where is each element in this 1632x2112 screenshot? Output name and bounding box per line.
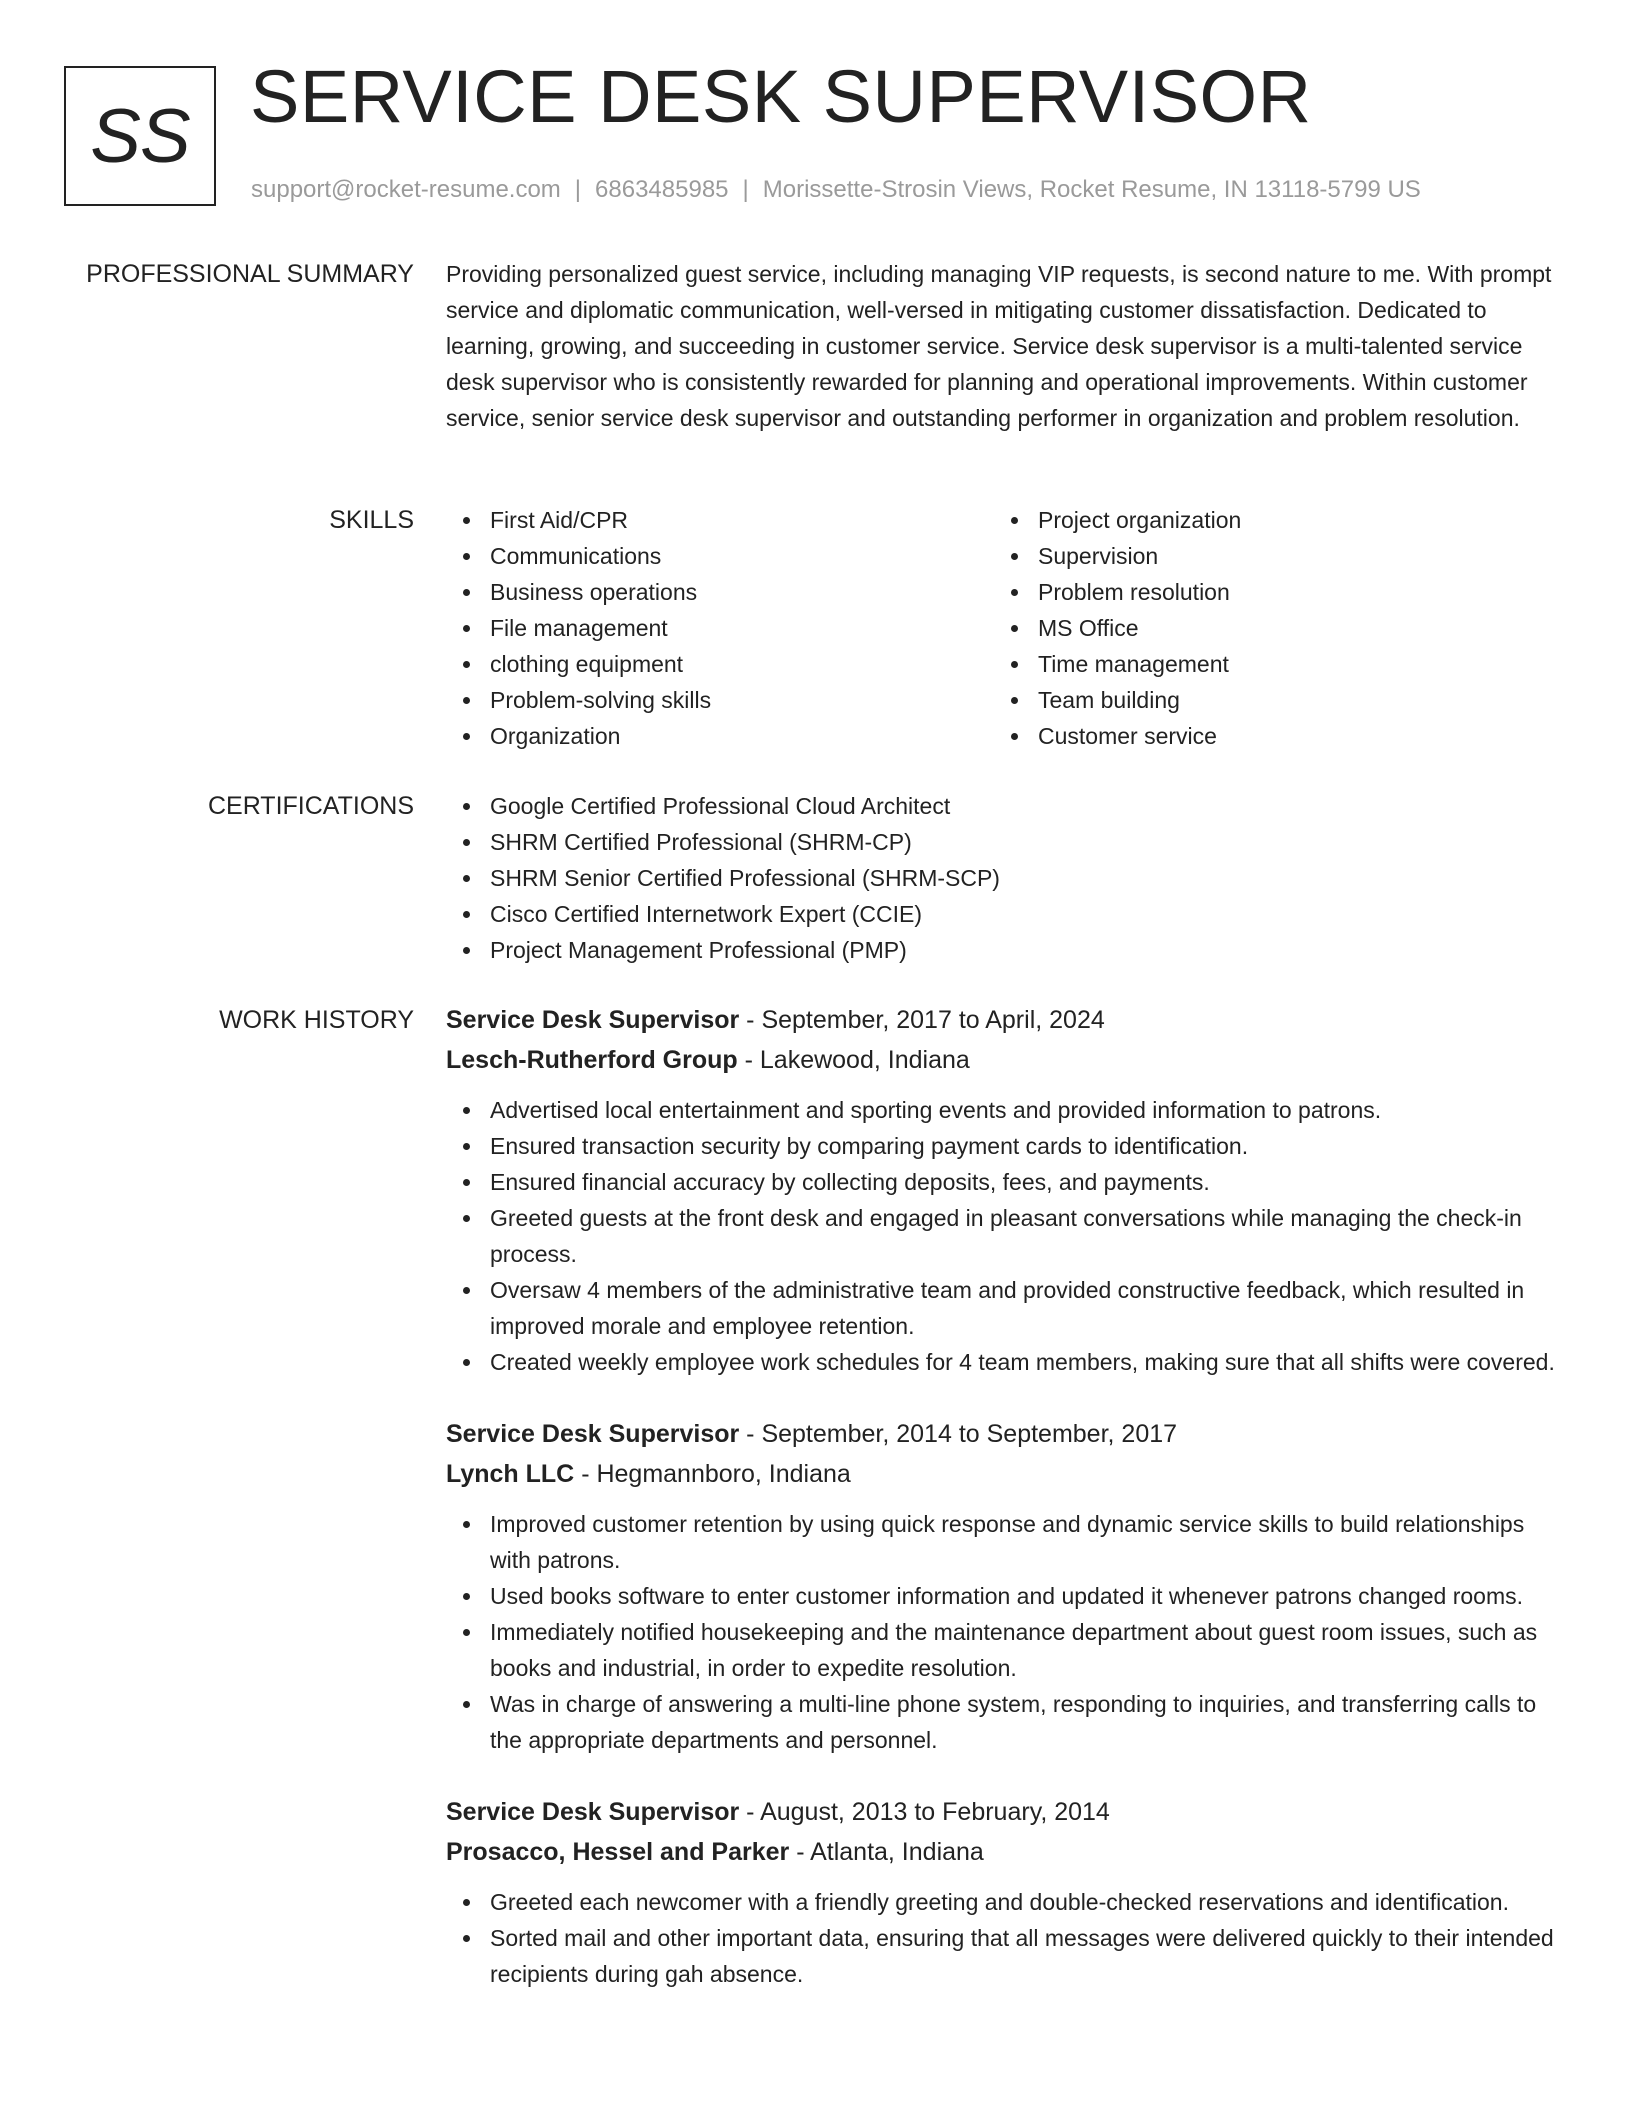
skill-item: Problem-solving skills <box>446 682 994 718</box>
job-duty: Ensured financial accuracy by collecting deposits, fees, and payments. <box>446 1164 1562 1200</box>
skill-item: First Aid/CPR <box>446 502 994 538</box>
job-dates: - September, 2017 to April, 2024 <box>739 1006 1105 1034</box>
skill-item: MS Office <box>994 610 1542 646</box>
skills-title: SKILLS <box>329 506 414 534</box>
job-company: Lynch LLC <box>446 1460 575 1488</box>
summary-title: PROFESSIONAL SUMMARY <box>86 260 414 288</box>
certifications-title: CERTIFICATIONS <box>207 792 414 820</box>
skills-list-right <box>994 502 1542 754</box>
job-duty: Advertised local entertainment and sporting events and provided information to patrons. <box>446 1092 1562 1128</box>
summary-body <box>446 256 1562 436</box>
job-duties-list <box>446 1884 1562 1992</box>
job-title-line <box>446 1000 1562 1040</box>
skill-item: Supervision <box>994 538 1542 574</box>
job-duty: Sorted mail and other important data, ensuring that all messages were delivered quickly to their intended recipients during gah absence. <box>446 1920 1562 1992</box>
skills-body <box>446 502 1562 754</box>
job-company-line <box>446 1454 1562 1494</box>
skill-item: Project organization <box>994 502 1542 538</box>
work-history-body <box>446 1000 1562 2026</box>
job-duty: Immediately notified housekeeping and the maintenance department about guest room issues, such as books and industrial, in order to expedite resolution. <box>446 1614 1562 1686</box>
job-company-line <box>446 1832 1562 1872</box>
skills-list-left <box>446 502 994 754</box>
job-location: - Lakewood, Indiana <box>737 1046 970 1074</box>
job-company-line <box>446 1040 1562 1080</box>
certifications-list <box>446 788 1562 968</box>
summary-text: Providing personalized guest service, including managing VIP requests, is second nature to me. With prompt service and diplomatic communication, well-versed in mitigating customer dissatisfaction. Dedicated to learning, growing, and succeeding in customer service. Service desk supervisor is a multi-talented service desk supervisor who is consistently rewarded for planning and operational improvements. Within customer service, senior service desk supervisor and outstanding performer in organization and problem resolution. <box>446 261 1552 431</box>
contact-phone: 6863485985 <box>595 176 729 203</box>
job-duty: Created weekly employee work schedules for 4 team members, making sure that all shifts were covered. <box>446 1344 1562 1380</box>
job-duties-list <box>446 1092 1562 1380</box>
job-duty: Greeted each newcomer with a friendly greeting and double-checked reservations and identification. <box>446 1884 1562 1920</box>
job-company: Lesch-Rutherford Group <box>446 1046 738 1074</box>
job-title-line <box>446 1414 1562 1454</box>
job-location: - Hegmannboro, Indiana <box>574 1460 851 1488</box>
certification-item: SHRM Senior Certified Professional (SHRM-SCP) <box>446 860 1562 896</box>
job-role: Service Desk Supervisor <box>446 1798 740 1826</box>
job-location: - Atlanta, Indiana <box>789 1838 984 1866</box>
job-duty: Greeted guests at the front desk and engaged in pleasant conversations while managing the check-in process. <box>446 1200 1562 1272</box>
certification-item: Google Certified Professional Cloud Architect <box>446 788 1562 824</box>
skill-item: Team building <box>994 682 1542 718</box>
monogram-box <box>64 66 216 206</box>
job-duties-list <box>446 1506 1562 1758</box>
job-entry <box>446 1414 1562 1758</box>
certification-item: SHRM Certified Professional (SHRM-CP) <box>446 824 1562 860</box>
certifications-body <box>446 788 1562 968</box>
job-duty: Ensured transaction security by comparing payment cards to identification. <box>446 1128 1562 1164</box>
certification-item: Cisco Certified Internetwork Expert (CCIE) <box>446 896 1562 932</box>
skill-item: clothing equipment <box>446 646 994 682</box>
skill-item: Customer service <box>994 718 1542 754</box>
monogram: SS <box>90 93 190 179</box>
job-title-line <box>446 1792 1562 1832</box>
job-role: Service Desk Supervisor <box>446 1006 740 1034</box>
skill-item: Business operations <box>446 574 994 610</box>
job-company: Prosacco, Hessel and Parker <box>446 1838 790 1866</box>
contact-separator: | <box>574 176 582 203</box>
certification-item: Project Management Professional (PMP) <box>446 932 1562 968</box>
job-dates: - August, 2013 to February, 2014 <box>739 1798 1110 1826</box>
job-duty: Oversaw 4 members of the administrative team and provided constructive feedback, which resulted in improved morale and employee retention. <box>446 1272 1562 1344</box>
contact-address: Morissette-Strosin Views, Rocket Resume, IN 13118-5799 US <box>762 176 1421 203</box>
job-duty: Improved customer retention by using quick response and dynamic service skills to build relationships with patrons. <box>446 1506 1562 1578</box>
job-duty: Was in charge of answering a multi-line phone system, responding to inquiries, and transferring calls to the appropriate departments and personnel. <box>446 1686 1562 1758</box>
skill-item: Problem resolution <box>994 574 1542 610</box>
resume-name: SERVICE DESK SUPERVISOR <box>250 55 1312 138</box>
job-duty: Used books software to enter customer information and updated it whenever patrons changed rooms. <box>446 1578 1562 1614</box>
work-history-title: WORK HISTORY <box>219 1006 414 1034</box>
skill-item: File management <box>446 610 994 646</box>
skill-item: Communications <box>446 538 994 574</box>
job-dates: - September, 2014 to September, 2017 <box>739 1420 1178 1448</box>
skill-item: Organization <box>446 718 994 754</box>
job-role: Service Desk Supervisor <box>446 1420 740 1448</box>
job-entry <box>446 1792 1562 1992</box>
skill-item: Time management <box>994 646 1542 682</box>
contact-line <box>251 176 1421 204</box>
job-entry <box>446 1000 1562 1380</box>
contact-email: support@rocket-resume.com <box>251 176 561 203</box>
contact-separator: | <box>742 176 749 203</box>
